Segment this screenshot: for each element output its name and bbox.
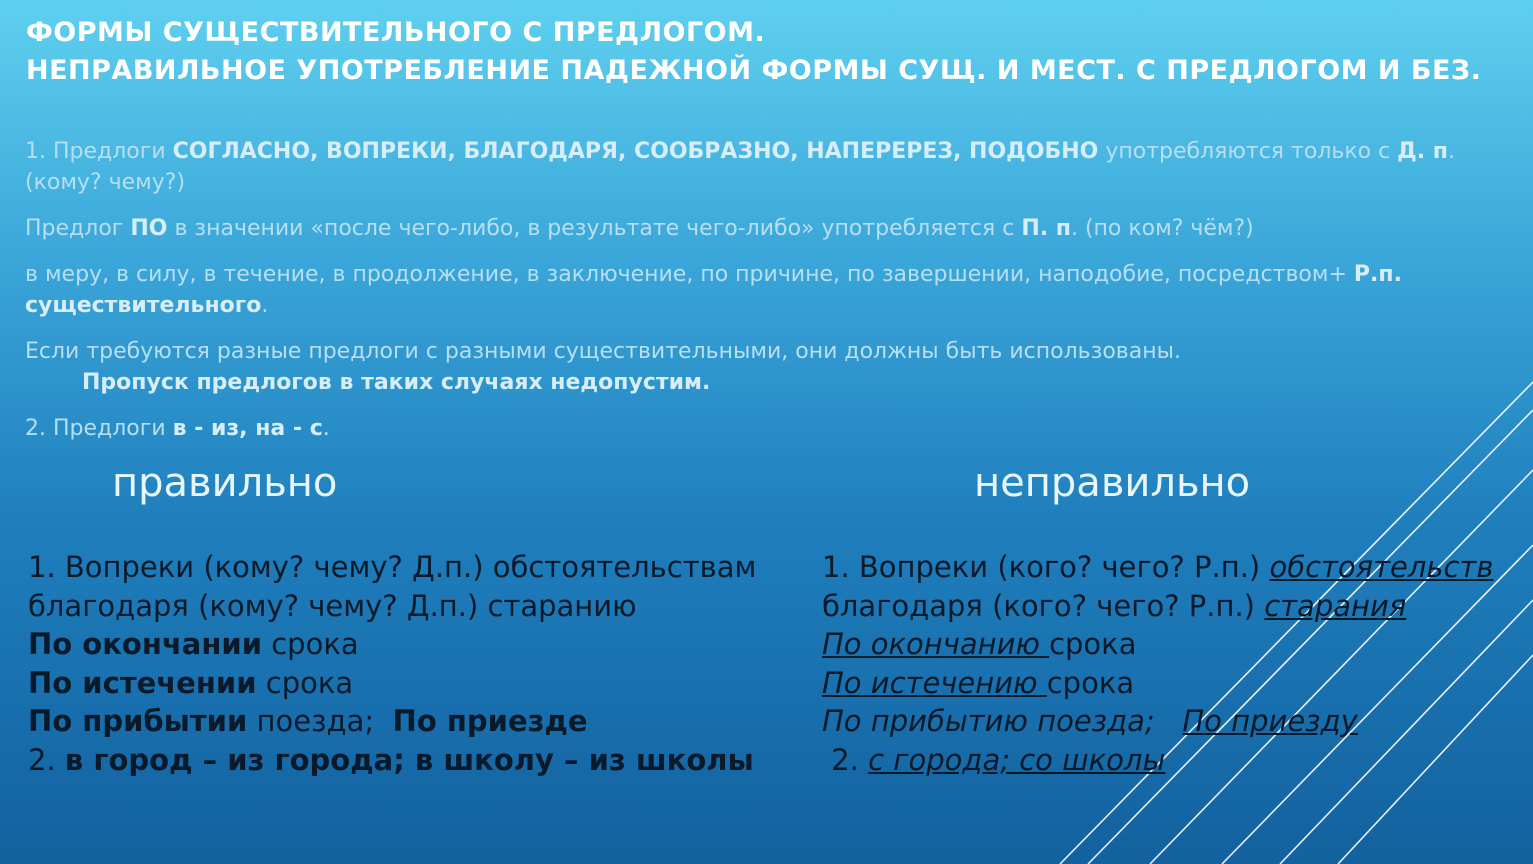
wrong-line-2-error: старания <box>1264 588 1407 623</box>
correct-line-4-rest: срока <box>256 665 354 700</box>
wrong-line-1-pre: 1. Вопреки (кого? чего? Р.п.) <box>822 550 1270 584</box>
wrong-line-6-error: с города; со школы <box>868 742 1166 777</box>
wrong-line-6 <box>822 741 1493 780</box>
correct-line-5-rest: поезда; <box>247 704 393 738</box>
column-heading-wrong: неправильно <box>974 460 1251 506</box>
wrong-line-5-error: По приезду <box>1182 704 1358 738</box>
rule-3-end: . <box>261 293 269 318</box>
correct-line-4 <box>28 664 756 703</box>
rule-3-case: Р.п. существительного <box>25 262 1402 318</box>
wrong-line-4 <box>822 664 1493 703</box>
correct-line-3-rest: срока <box>262 627 359 661</box>
correct-line-5-bold: По прибытии <box>28 704 248 738</box>
wrong-line-3 <box>822 625 1493 664</box>
rule-2-case: П. п <box>1021 216 1071 241</box>
rule-5-pre: 2. Предлоги <box>25 416 173 441</box>
correct-line-4-bold: По истечении <box>28 665 257 700</box>
rule-5-end: . <box>322 416 330 441</box>
wrong-line-3-error: По окончанию <box>822 627 1050 661</box>
correct-examples <box>28 548 756 779</box>
rule-4 <box>25 336 1505 398</box>
rule-5 <box>25 413 1505 444</box>
rule-1-case: Д. п <box>1397 139 1448 164</box>
title-line-1: ФОРМЫ СУЩЕСТВИТЕЛЬНОГО С ПРЕДЛОГОМ. <box>26 17 766 48</box>
wrong-line-1 <box>822 548 1493 587</box>
rule-2-mid: в значении «после чего-либо, в результате чего-либо» употребляется с <box>167 216 1022 241</box>
wrong-line-1-error: обстоятельств <box>1269 550 1494 584</box>
wrong-line-4-error: По истечению <box>822 665 1047 700</box>
rule-4-note: Пропуск предлогов в таких случаях недопустим. <box>82 370 711 395</box>
correct-line-3 <box>28 625 756 664</box>
wrong-line-4-rest: срока <box>1046 665 1135 700</box>
correct-line-3-bold: По окончании <box>28 627 263 661</box>
correct-line-6-bold: в город – из города; в школу – из школы <box>64 742 754 777</box>
rule-5-prepositions: в - из, на - с <box>172 416 323 441</box>
rule-2-end: . (по ком? чём?) <box>1070 216 1254 241</box>
rule-2 <box>25 213 1505 244</box>
correct-line-6-num: 2. <box>28 742 65 777</box>
rule-1-pre: 1. Предлоги <box>25 139 173 164</box>
rule-2-preposition: ПО <box>130 216 168 241</box>
wrong-line-2 <box>822 587 1493 626</box>
wrong-line-5 <box>822 702 1493 741</box>
rule-4-text: Если требуются разные предлоги с разными существительными, они должны быть использованы. <box>25 339 1181 364</box>
title-line-2: НЕПРАВИЛЬНОЕ УПОТРЕБЛЕНИЕ ПАДЕЖНОЙ ФОРМЫ СУЩ. И МЕСТ. С ПРЕДЛОГОМ И БЕЗ. <box>26 55 1482 86</box>
correct-line-2: благодаря (кому? чему? Д.п.) старанию <box>28 588 637 623</box>
rules-block <box>25 136 1505 459</box>
column-heading-correct: правильно <box>112 460 338 506</box>
correct-line-1: 1. Вопреки (кому? чему? Д.п.) обстоятельствам <box>28 550 757 584</box>
correct-line-5-bold2: По приезде <box>392 704 588 738</box>
wrong-line-5-pre: По прибытию поезда; <box>822 704 1183 738</box>
rule-1 <box>25 136 1505 198</box>
rule-3 <box>25 259 1505 321</box>
wrong-line-2-pre: благодаря (кого? чего? Р.п.) <box>822 588 1265 623</box>
wrong-line-3-rest: срока <box>1049 627 1137 661</box>
rule-1-mid: употребляются только с <box>1098 139 1398 164</box>
wrong-examples <box>822 548 1493 779</box>
wrong-line-6-num: 2. <box>822 742 869 777</box>
rule-2-pre: Предлог <box>25 216 131 241</box>
rule-1-prepositions: СОГЛАСНО, ВОПРЕКИ, БЛАГОДАРЯ, СООБРАЗНО, НАПЕРЕРЕЗ, ПОДОБНО <box>172 139 1099 164</box>
slide-title <box>26 14 1506 90</box>
rule-1-end: . (кому? чему?) <box>25 139 1455 195</box>
correct-line-6 <box>28 741 756 780</box>
correct-line-5 <box>28 702 756 741</box>
rule-3-text: в меру, в силу, в течение, в продолжение, в заключение, по причине, по завершении, наподобие, посредством+ <box>25 262 1354 287</box>
